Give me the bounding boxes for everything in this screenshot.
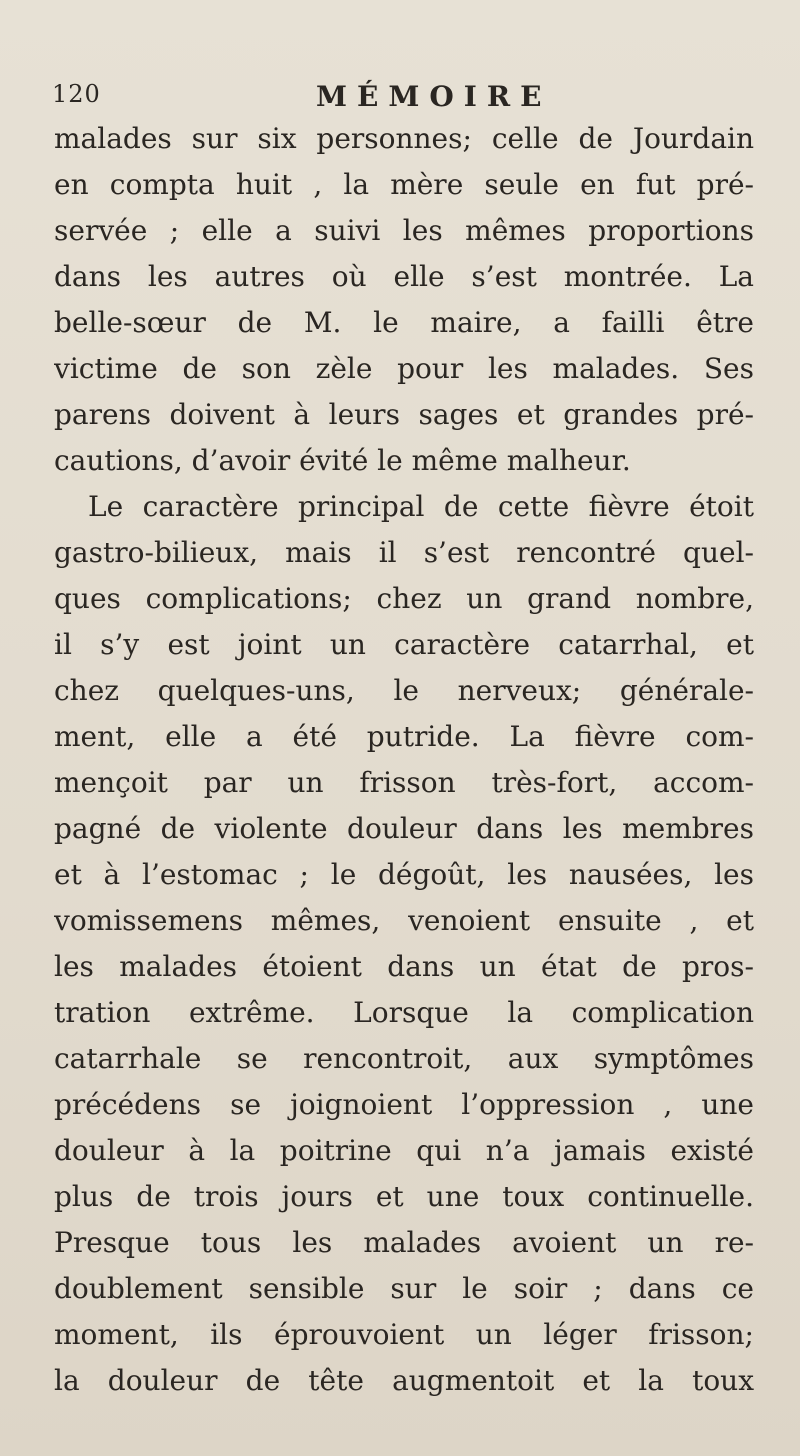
text-line: cautions, d’avoir évité le même malheur. [54, 444, 631, 477]
text-line: vomissemens mêmes, venoient ensuite , et [54, 904, 754, 937]
text-line: gastro-bilieux, mais il s’est rencontré quel- [54, 536, 754, 569]
text-line: victime de son zèle pour les malades. Ses [54, 352, 754, 385]
page-header [52, 80, 752, 116]
text-line: malades sur six personnes; celle de Jourdain [54, 122, 754, 155]
text-line: ment, elle a été putride. La fièvre com- [54, 720, 754, 753]
page-number: 120 [52, 80, 101, 108]
text-line: Presque tous les malades avoient un re- [54, 1226, 754, 1259]
text-line: belle-sœur de M. le maire, a failli être [54, 306, 754, 339]
text-line: dans les autres où elle s’est montrée. La [54, 260, 754, 293]
text-line: en compta huit , la mère seule en fut pré- [54, 168, 754, 201]
paragraph-start-line: Le caractère principal de cette fièvre étoit [88, 490, 754, 523]
text-line: plus de trois jours et une toux continuelle. [54, 1180, 754, 1213]
text-line: parens doivent à leurs sages et grandes pré- [54, 398, 754, 431]
text-line: tration extrême. Lorsque la complication [54, 996, 754, 1029]
text-line: chez quelques-uns, le nerveux; générale- [54, 674, 754, 707]
text-line: moment, ils éprouvoient un léger frisson; [54, 1318, 754, 1351]
text-line: précédens se joignoient l’oppression , une [54, 1088, 754, 1121]
running-title: MÉMOIRE [316, 80, 552, 113]
text-line: servée ; elle a suivi les mêmes proportions [54, 214, 754, 247]
text-line: pagné de violente douleur dans les membres [54, 812, 754, 845]
text-line: il s’y est joint un caractère catarrhal, et [54, 628, 754, 661]
body-text [54, 116, 754, 1404]
text-line: les malades étoient dans un état de pros- [54, 950, 754, 983]
text-line: ques complications; chez un grand nombre, [54, 582, 754, 615]
text-line: et à l’estomac ; le dégoût, les nausées, les [54, 858, 754, 891]
text-line: douleur à la poitrine qui n’a jamais existé [54, 1134, 754, 1167]
text-line: la douleur de tête augmentoit et la toux [54, 1364, 754, 1397]
text-line: mençoit par un frisson très-fort, accom- [54, 766, 754, 799]
text-line: doublement sensible sur le soir ; dans ce [54, 1272, 754, 1305]
text-line: catarrhale se rencontroit, aux symptômes [54, 1042, 754, 1075]
